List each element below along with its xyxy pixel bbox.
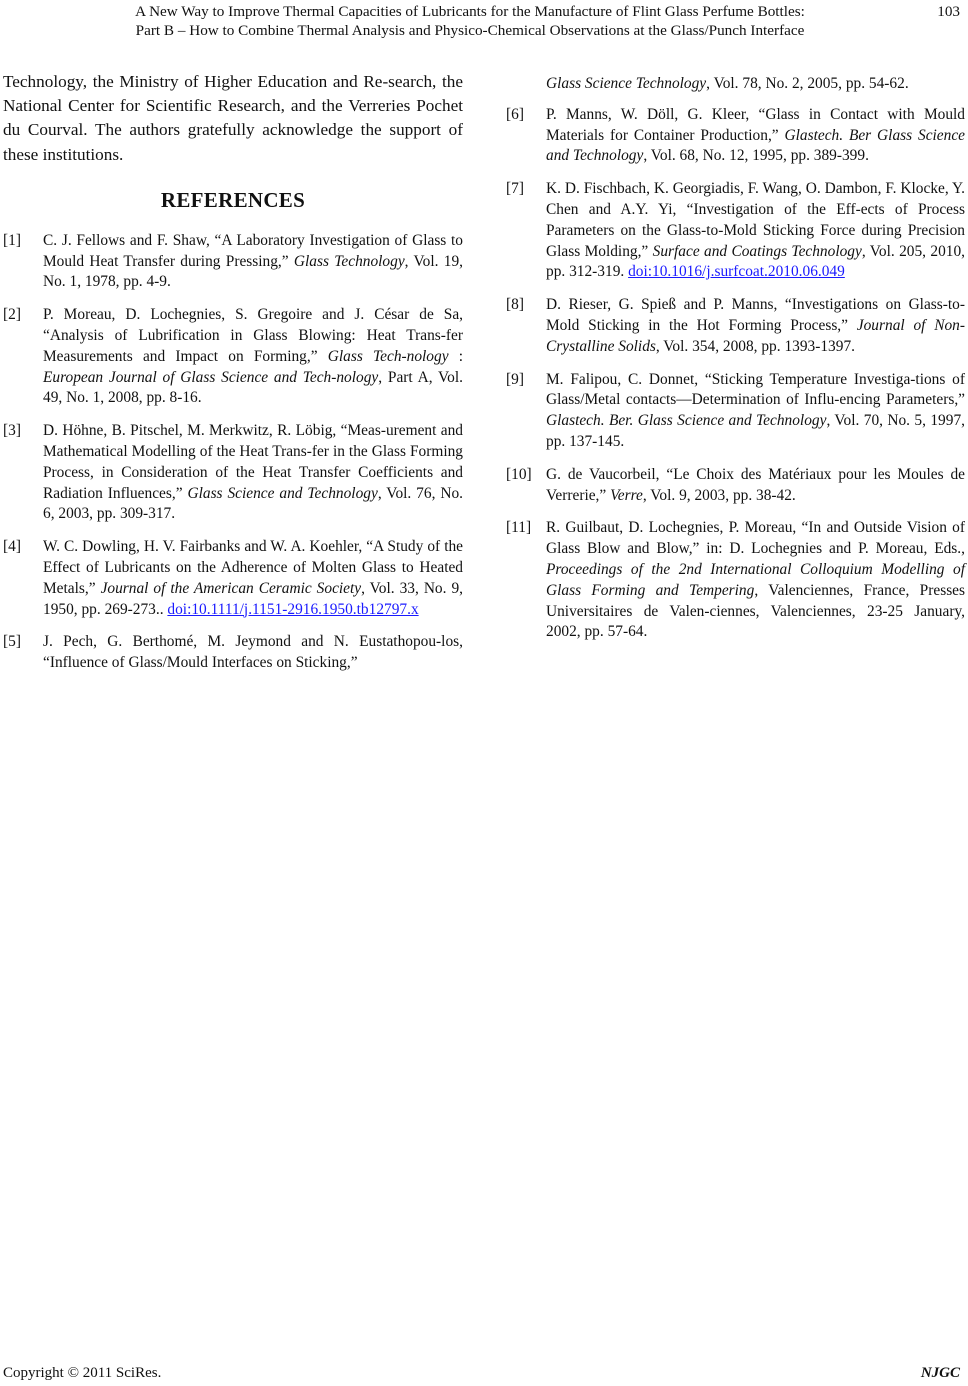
reference-number: [3] xyxy=(3,422,21,440)
reference-italic-segment: Verre xyxy=(610,486,643,504)
reference-italic-segment: Glastech. Ber Glass Science and Technology xyxy=(546,126,965,165)
reference-italic-segment: Glass Technology xyxy=(293,252,405,270)
ref5-journal: Glass Science Technology xyxy=(546,75,707,92)
reference-segment: K. D. Fischbach, K. Georgiadis, F. Wang, O. Dambon, F. Klocke, Y. Chen and A.Y. Yi, “Investigation of the Eff-ects of Process Parameters on the Glass-to-Mold Sticking Force during Precision Glass Molding,” xyxy=(546,180,965,260)
reference-segment: , Vol. 205, 2010, pp. 312-319. xyxy=(546,242,966,281)
reference-segment: , Vol. 354, 2008, pp. 1393-1397. xyxy=(655,337,855,355)
reference-number: [6] xyxy=(506,105,524,123)
reference-item xyxy=(3,632,463,674)
reference-segment: M. Falipou, C. Donnet, “Sticking Temperature Investiga-tions of Glass/Metal contacts—Determination of Influ-encing Parameters,” xyxy=(546,370,965,409)
reference-item xyxy=(506,105,965,167)
reference-item xyxy=(3,231,463,293)
reference-segment: , Vol. 76, No. 6, 2003, pp. 309-317. xyxy=(43,484,464,523)
reference-number: [9] xyxy=(506,370,524,388)
reference-italic-segment: Proceedings of the 2nd International Colloquium Modelling of Glass Forming and Tempering xyxy=(546,560,965,599)
reference-text xyxy=(546,371,965,450)
reference-text xyxy=(546,180,965,280)
references-list-left xyxy=(3,231,463,674)
reference-segment: , Part A, Vol. 49, No. 1, 2008, pp. 8-16. xyxy=(43,368,463,407)
reference-number: [1] xyxy=(3,231,21,249)
references-heading: REFERENCES xyxy=(160,187,306,212)
reference-segment: P. Manns, W. Döll, G. Kleer, “Glass in Contact with Mould Materials for Container Production,” xyxy=(546,105,965,144)
reference-italic-segment: Surface and Coatings Technology xyxy=(652,242,862,260)
reference-text xyxy=(43,633,463,671)
reference-text xyxy=(43,232,463,291)
reference-item xyxy=(506,295,965,357)
reference-item xyxy=(3,537,463,620)
reference-segment: , Vol. 19, No. 1, 1978, pp. 4-9. xyxy=(43,252,463,291)
reference-number: [7] xyxy=(506,180,524,198)
doi-link[interactable]: doi:10.1016/j.surfcoat.2010.06.049 xyxy=(628,263,845,281)
reference-segment: D. Höhne, B. Pitschel, M. Merkwitz, R. Löbig, “Meas-urement and Mathematical Modelling of the Heat Trans-fer in the Glass Forming Process, in Consideration of the Heat Transfer Coefficients and Radiation Influences,” xyxy=(43,422,463,502)
running-head-line-2: Part B – How to Combine Thermal Analysis and Physico-Chemical Observations at the Glass/Punch Interface xyxy=(135,22,805,39)
footer-copyright: Copyright © 2011 SciRes. xyxy=(3,1365,162,1381)
reference-item xyxy=(506,370,965,453)
reference-segment: D. Rieser, G. Spieß and P. Manns, “Investigations on Glass-to-Mold Sticking in the Hot Forming Process,” xyxy=(546,296,965,334)
reference-text xyxy=(43,422,463,522)
doi-link[interactable]: doi:10.1111/j.1151-2916.1950.tb12797.x xyxy=(167,600,419,618)
reference-number: [11] xyxy=(506,519,532,537)
reference-number: [10] xyxy=(506,465,532,483)
reference-italic-segment: Glass Tech-nology xyxy=(327,347,449,365)
reference-italic-segment: European Journal of Glass Science and Tech-nology xyxy=(43,368,379,386)
reference-item xyxy=(3,421,463,525)
running-head-line-1: A New Way to Improve Thermal Capacities of Lubricants for the Manufacture of Flint Glass Perfume Bottles: xyxy=(135,3,805,20)
reference-segment: , Vol. 68, No. 12, 1995, pp. 389-399. xyxy=(643,147,869,165)
reference-number: [4] xyxy=(3,538,21,556)
reference-segment: J. Pech, G. Berthomé, M. Jeymond and N. Eustathopou-los, “Influence of Glass/Mould Interfaces on Sticking,” xyxy=(43,633,463,672)
reference-text xyxy=(546,296,965,355)
reference-item xyxy=(3,305,463,409)
page-number: 103 xyxy=(937,3,960,20)
reference-segment: P. Moreau, D. Lochegnies, S. Gregoire and J. César de Sa, “Analysis of Lubrification in Glass Blowing: Heat Trans-fer Measurements and Impact on Forming,” xyxy=(43,306,463,365)
reference-segment: C. J. Fellows and F. Shaw, “A Laboratory Investigation of Glass to Mould Heat Transfer during Pressing,” xyxy=(43,231,463,270)
reference-5-continuation xyxy=(506,74,965,95)
reference-segment: , Vol. 70, No. 5, 1997, pp. 137-145. xyxy=(546,412,965,450)
reference-text xyxy=(546,519,965,640)
reference-segment: , Vol. 9, 2003, pp. 38-42. xyxy=(642,486,796,504)
reference-item xyxy=(506,518,965,643)
reference-segment: W. C. Dowling, H. V. Fairbanks and W. A. Koehler, “A Study of the Effect of Lubricants on the Adherence of Molten Glass to Heated Metals,” xyxy=(43,538,463,597)
reference-segment: : xyxy=(448,347,463,365)
reference-segment: G. de Vaucorbeil, “Le Choix des Matériaux pour les Moules de Verrerie,” xyxy=(546,465,965,504)
references-list-right xyxy=(506,105,965,643)
acknowledgment-paragraph: Technology, the Ministry of Higher Education and Re-search, the National Center for Scientific Research, and the Verreries Pochet du Courval. The authors gratefully acknowledge the support of these institutions. xyxy=(3,72,463,164)
reference-number: [2] xyxy=(3,306,21,324)
reference-italic-segment: Journal of the American Ceramic Society xyxy=(100,579,362,597)
ref5-journal-details: , Vol. 78, No. 2, 2005, pp. 54-62. xyxy=(706,75,909,92)
reference-segment: , Vol. 33, No. 9, 1950, pp. 269-273.. xyxy=(43,579,464,618)
reference-text xyxy=(43,538,463,617)
reference-segment: , Valenciennes, France, Presses Universitaires de Valen-ciennes, Valenciennes, 23-25 January, 2002, pp. 57-64. xyxy=(546,581,965,641)
footer-journal: NJGC xyxy=(920,1365,960,1381)
reference-text xyxy=(546,466,965,504)
reference-item xyxy=(506,179,965,283)
left-column xyxy=(3,70,463,686)
right-column xyxy=(506,74,965,655)
reference-item xyxy=(506,465,965,507)
reference-number: [8] xyxy=(506,296,524,314)
reference-italic-segment: Glastech. Ber. Glass Science and Technology xyxy=(546,412,827,430)
reference-number: [5] xyxy=(3,633,21,651)
reference-text xyxy=(43,306,463,406)
running-head xyxy=(60,2,880,40)
reference-segment: R. Guilbaut, D. Lochegnies, P. Moreau, “In and Outside Vision of Glass Blow and Blow,” in: D. Lochegnies and P. Moreau, Eds., xyxy=(546,519,965,558)
reference-italic-segment: Journal of Non-Crystalline Solids xyxy=(546,316,965,355)
reference-text xyxy=(546,106,965,165)
reference-italic-segment: Glass Science and Technology xyxy=(187,484,378,502)
